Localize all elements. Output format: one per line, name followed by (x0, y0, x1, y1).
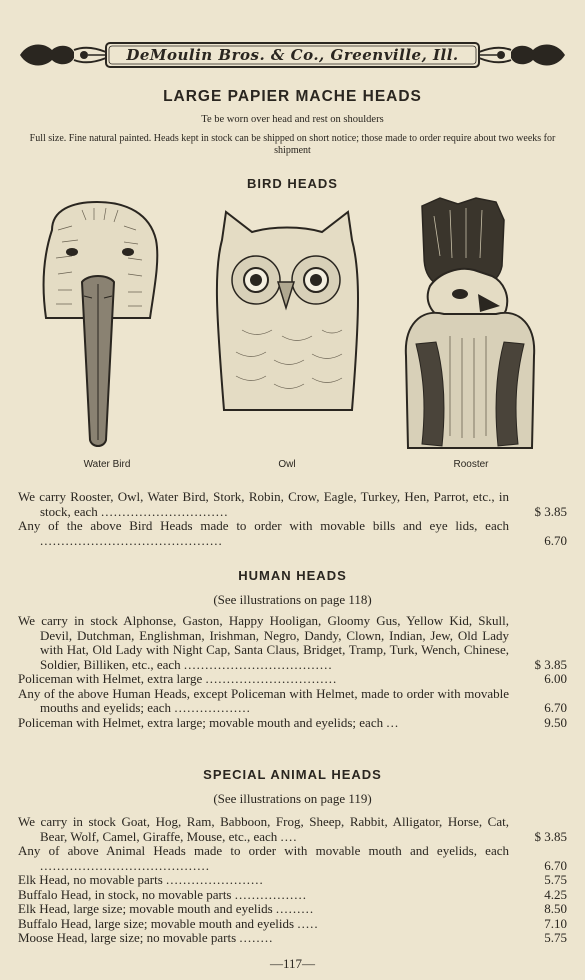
list-item-text: We carry Rooster, Owl, Water Bird, Stork, Robin, Crow, Eagle, Turkey, Hen, Parrot, etc., in stock, each (18, 489, 509, 519)
animal-heads-page-reference: (See illustrations on page 119) (213, 791, 372, 806)
list-item-price: 6.70 (544, 700, 567, 715)
list-item: We carry in stock Goat, Hog, Ram, Babboon, Frog, Sheep, Rabbit, Alligator, Horse, Cat, Bear, Wolf, Camel, Giraffe, Mouse, etc., each .... $ 3.85 (18, 814, 567, 844)
list-item-text: Buffalo Head, in stock, no movable parts (18, 886, 232, 902)
list-item-price: 6.70 (544, 857, 567, 873)
rooster-illustration (400, 196, 540, 462)
human-heads-page-reference: (See illustrations on page 118) (213, 592, 372, 607)
list-item-text: We carry in stock Alphonse, Gaston, Happy Hooligan, Gloomy Gus, Yellow Kid, Skull, Devil, Dutchman, Englishman, Irishman, Negro, Dandy, Clown, Indian, Jew, Old Lady with Hat, Old Lady with Night Cap, Santa Claus, Bridget, Tramp, Turk, Wench, Chinese, Soldier, Billiken, etc., each (18, 613, 509, 672)
list-item: We carry Rooster, Owl, Water Bird, Stork, Robin, Crow, Eagle, Turkey, Hen, Parrot, etc., in stock, each .............................. $ 3.85 (18, 489, 567, 519)
list-item-price: 5.75 (544, 930, 567, 945)
header-banner (18, 40, 567, 70)
water-bird-illustration (32, 200, 162, 454)
list-item: Buffalo Head, large size; movable mouth and eyelids ..... 7.10 (18, 915, 567, 931)
animal-heads-price-list (18, 815, 567, 946)
list-item-price: 8.50 (544, 901, 567, 916)
list-item-text: Elk Head, no movable parts (18, 872, 163, 887)
list-item: Any of the above Human Heads, except Policeman with Helmet, made to order with movable mouths and eyelids; each .................. 6.70 (18, 685, 567, 715)
water-bird-caption: Water Bird (83, 459, 131, 470)
bird-heads-price-list (18, 490, 567, 548)
list-item-text: Policeman with Helmet, extra large (18, 671, 203, 686)
list-item-price: 5.75 (544, 872, 567, 887)
list-item-text: Any of above Animal Heads made to order with movable mouth and eyelids, each (18, 843, 509, 858)
list-item: Policeman with Helmet, extra large ............................... 6.00 (18, 671, 567, 686)
list-item-price: 4.25 (544, 886, 567, 902)
list-item: Buffalo Head, in stock, no movable parts ................. 4.25 (18, 886, 567, 902)
special-animal-heads-heading: SPECIAL ANIMAL HEADS (203, 767, 382, 782)
list-item-text: Elk Head, large size; movable mouth and eyelids (18, 901, 273, 916)
list-item: Any of the above Bird Heads made to order with movable bills and eye lids, each ........................................... 6.70 (18, 518, 567, 548)
rooster-caption: Rooster (453, 459, 489, 470)
list-item-text: Buffalo Head, large size; movable mouth and eyelids (18, 915, 295, 931)
list-item: Elk Head, no movable parts ....................... 5.75 (18, 872, 567, 887)
list-item-price: $ 3.85 (534, 828, 567, 844)
human-heads-heading: HUMAN HEADS (238, 568, 347, 583)
list-item: Elk Head, large size; movable mouth and eyelids ......... 8.50 (18, 901, 567, 916)
page-number: —117— (269, 956, 316, 971)
list-item: We carry in stock Alphonse, Gaston, Happy Hooligan, Gloomy Gus, Yellow Kid, Skull, Devil, Dutchman, Englishman, Irishman, Negro, Dandy, Clown, Indian, Jew, Old Lady with Hat, Old Lady with Night Cap, Santa Claus, Bridget, Tramp, Turk, Wench, Chinese, Soldier, Billiken, etc., each ................................... $ 3.85 (18, 613, 567, 672)
list-item-text: We carry in stock Goat, Hog, Ram, Babboon, Frog, Sheep, Rabbit, Alligator, Horse, Cat, Bear, Wolf, Camel, Giraffe, Mouse, etc., each (18, 814, 509, 844)
owl-illustration (212, 210, 362, 424)
list-item-text: Any of the above Human Heads, except Policeman with Helmet, made to order with movable mouths and eyelids; each (18, 685, 509, 715)
banner-company-name: DeMoulin Bros. & Co., Greenville, Ill. (126, 46, 459, 64)
list-item-text: Policeman with Helmet, extra large; movable mouth and eyelids; each (18, 714, 384, 730)
list-item-price: 9.50 (544, 714, 567, 730)
shipping-note: Full size. Fine natural painted. Heads kept in stock can be shipped on short notice; those made to order require about two weeks for shipment (29, 133, 556, 156)
list-item-price: 7.10 (544, 915, 567, 931)
human-heads-price-list (18, 614, 567, 730)
list-item-text: Any of the above Bird Heads made to order with movable bills and eye lids, each (18, 518, 509, 533)
list-item: Policeman with Helmet, extra large; movable mouth and eyelids; each ... 9.50 (18, 714, 567, 730)
list-item-price: 6.00 (544, 671, 567, 686)
list-item-price: $ 3.85 (534, 503, 567, 519)
page-title: LARGE PAPIER MACHE HEADS (163, 88, 422, 105)
owl-caption: Owl (278, 459, 296, 470)
list-item-text: Moose Head, large size; no movable parts (18, 930, 237, 945)
list-item: Moose Head, large size; no movable parts ........ 5.75 (18, 930, 567, 945)
bird-heads-heading: BIRD HEADS (247, 176, 338, 191)
list-item: Any of above Animal Heads made to order with movable mouth and eyelids, each ........................................ 6.70 (18, 843, 567, 873)
page-subtitle: Te be worn over head and rest on shoulders (201, 114, 384, 125)
list-item-price: 6.70 (544, 532, 567, 548)
list-item-price: $ 3.85 (534, 656, 567, 672)
